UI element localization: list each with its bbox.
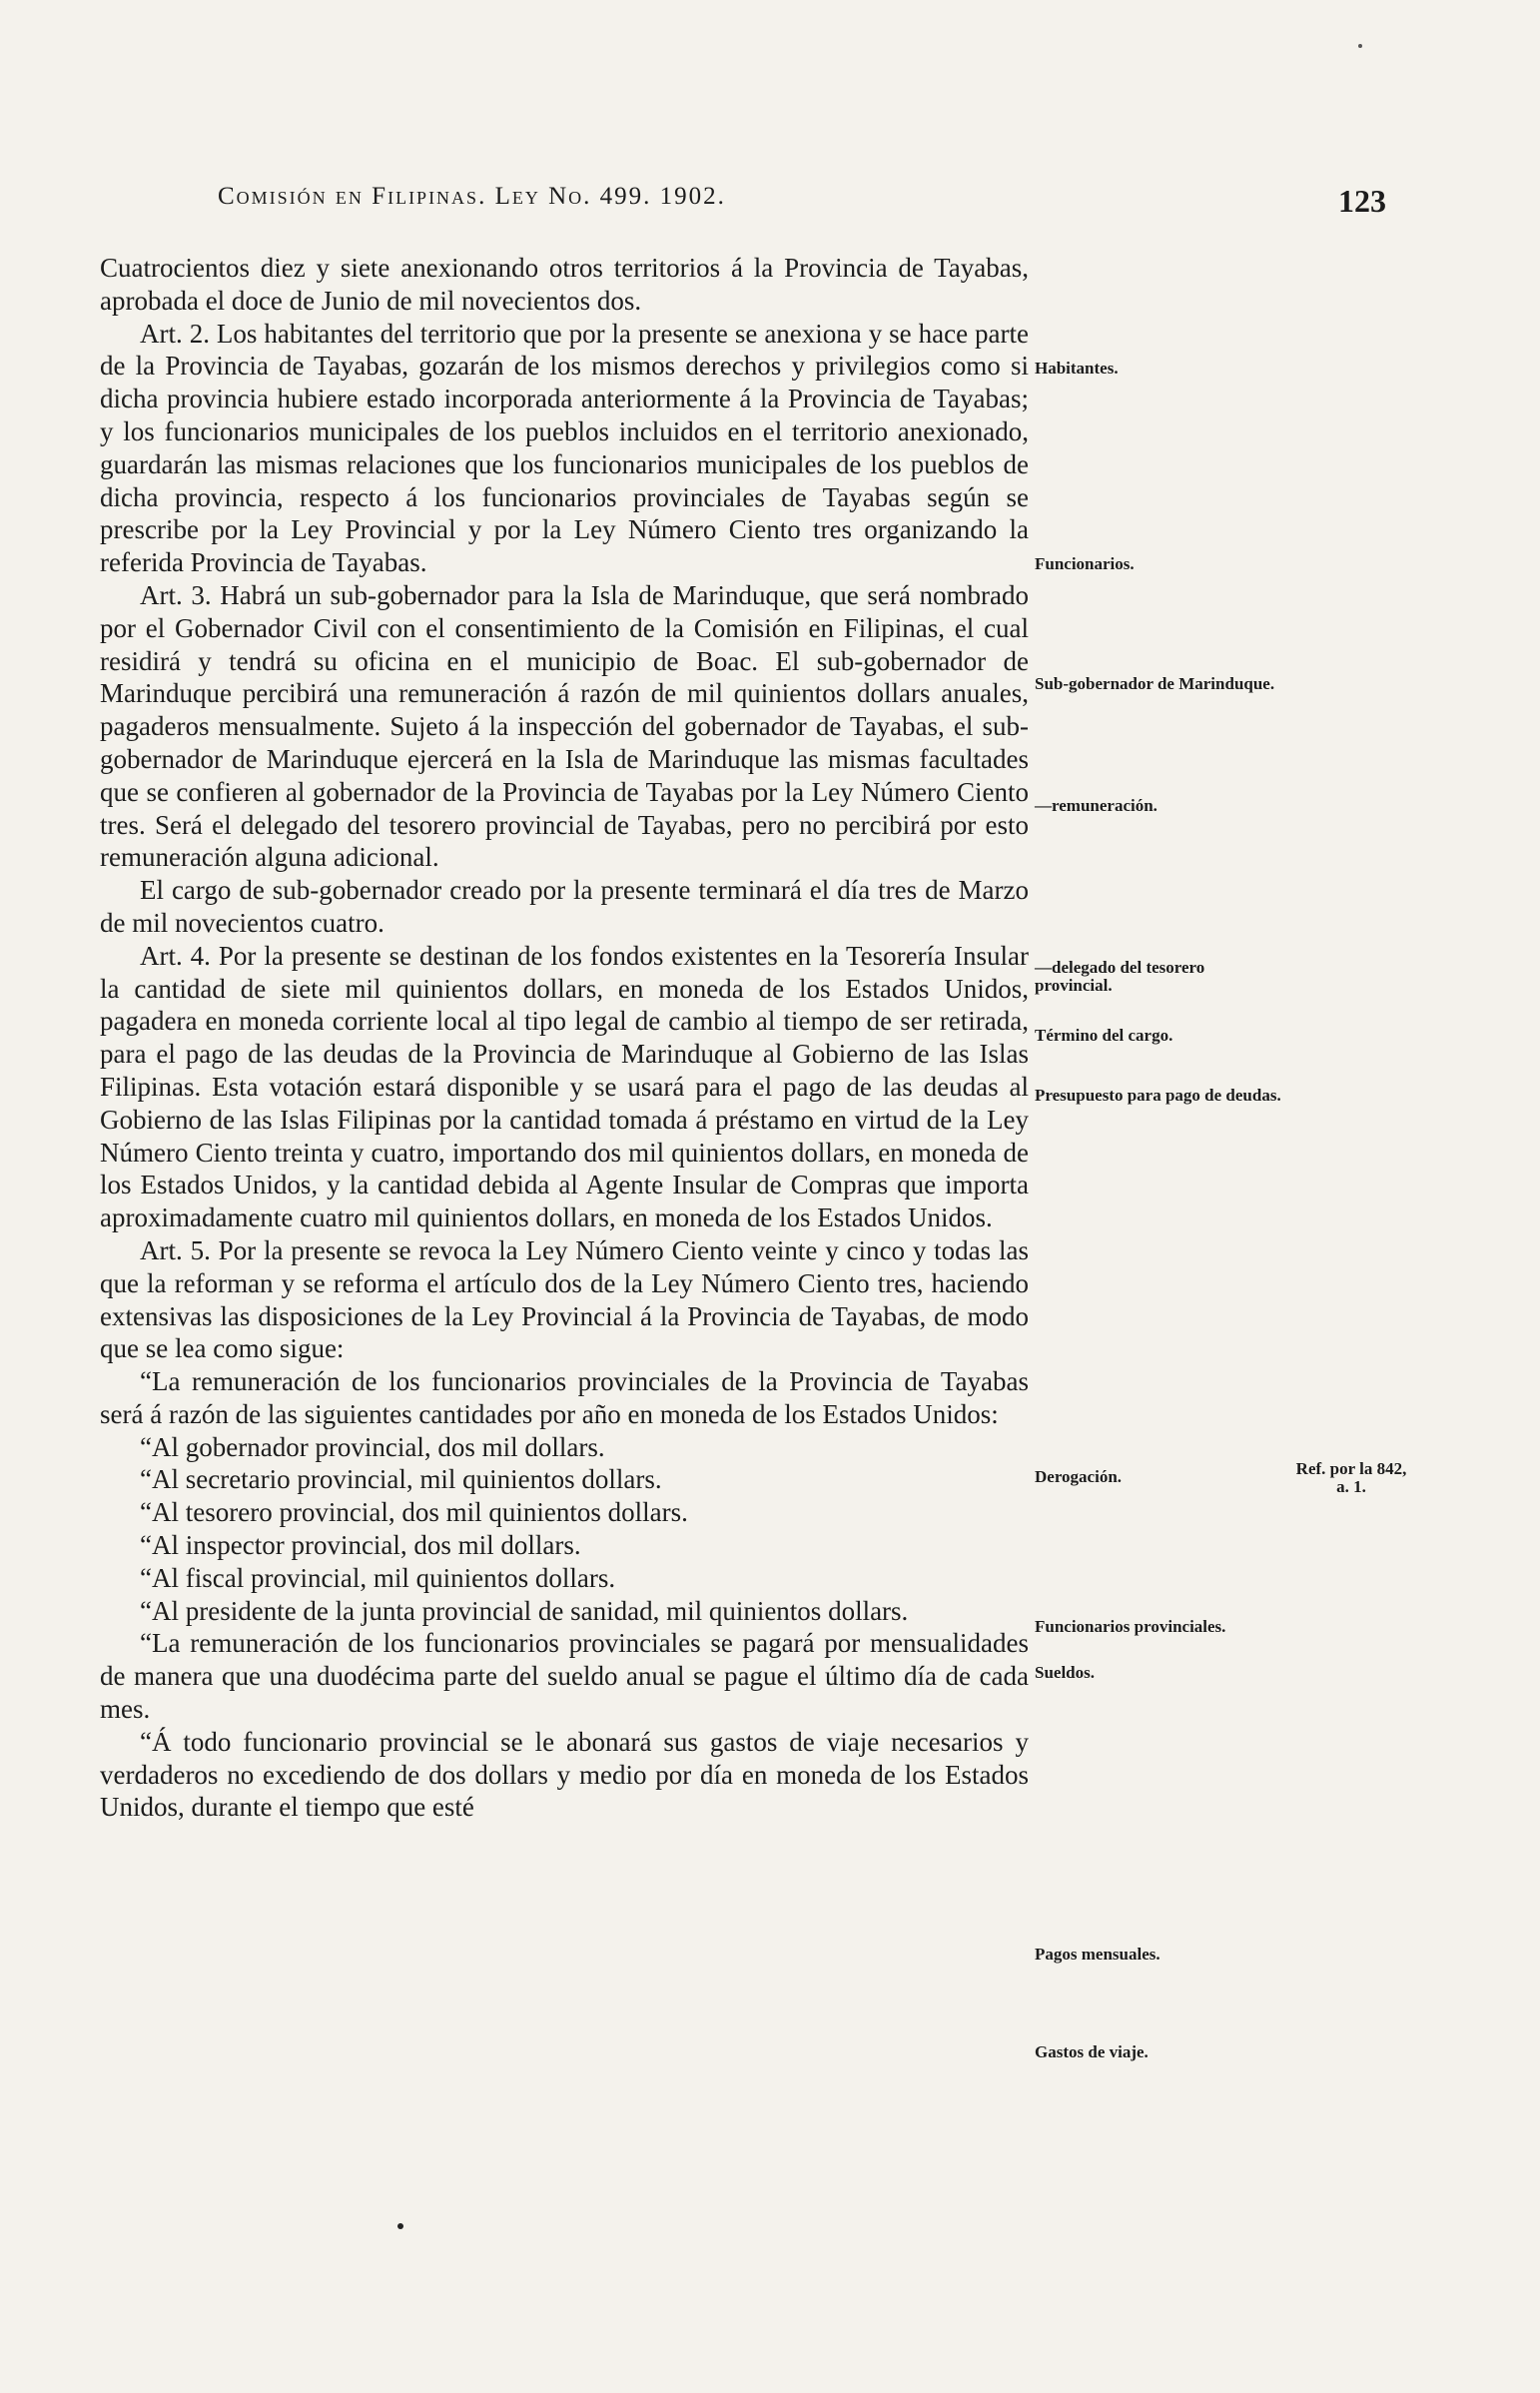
paragraph: El cargo de sub-gobernador creado por la presente terminará el día tres de Marzo de mil novecientos cuatro. <box>100 875 1029 938</box>
ink-mark <box>397 2223 403 2229</box>
speck-mark <box>1358 44 1362 48</box>
margin-note: Sueldos. <box>1035 1663 1095 1682</box>
margin-note: Término del cargo. <box>1035 1026 1173 1045</box>
margin-note: Derogación. <box>1035 1467 1123 1486</box>
salary-line: “Al inspector provincial, dos mil dollars. <box>140 1530 581 1561</box>
paragraph: “La remuneración de los funcionarios provinciales de la Provincia de Tayabas será á razón de las siguientes cantidades por año en moneda de los Estados Unidos: <box>100 1366 1029 1429</box>
paragraph: “La remuneración de los funcionarios provinciales se pagará por mensualidades de manera que una duodécima parte del sueldo anual se pague el último día de cada mes. <box>100 1628 1029 1725</box>
salary-line: “Al secretario provincial, mil quinientos dollars. <box>140 1464 662 1495</box>
margin-note: Gastos de viaje. <box>1035 2042 1149 2061</box>
body-text <box>100 252 1029 1824</box>
reference-note: Ref. por la 842, a. 1. <box>1295 1459 1407 1496</box>
paragraph-art-2: Art. 2. Los habitantes del territorio que por la presente se anexiona y se hace parte de la Provincia de Tayabas, gozarán de los mismos derechos y privilegios como si dicha provincia hubiere estado incorporada anteriormente á la Provincia de Tayabas; y los funcionarios municipales de los pueblos incluidos en el territorio anexionado, guardarán las mismas relaciones que los funcionarios municipales de los pueblos de dicha provincia, respecto á los funcionarios provinciales de Tayabas según se prescribe por la Ley Provincial y por la Ley Número Ciento tres organizando la referida Provincia de Tayabas. <box>100 318 1029 578</box>
salary-line: “Al tesorero provincial, dos mil quinientos dollars. <box>140 1497 688 1528</box>
margin-note: Funcionarios. <box>1035 554 1135 573</box>
paragraph: “Á todo funcionario provincial se le abonará sus gastos de viaje necesarios y verdaderos no excediendo de dos dollars y medio por día en moneda de los Estados Unidos, durante el tiempo que esté <box>100 1726 1029 1823</box>
margin-note: Funcionarios provinciales. <box>1035 1617 1226 1636</box>
salary-line: “Al fiscal provincial, mil quinientos dollars. <box>140 1562 616 1593</box>
page-number: 123 <box>1338 183 1386 219</box>
margin-note: —remuneración. <box>1035 796 1157 815</box>
margin-note: Presupuesto para pago de deudas. <box>1035 1086 1281 1105</box>
running-header-title: Comisión en Filipinas. Ley No. 499. 1902. <box>218 183 726 210</box>
paragraph: Cuatrocientos diez y siete anexionando otros territorios á la Provincia de Tayabas, aprobada el doce de Junio de mil novecientos dos. <box>100 253 1029 316</box>
paragraph-art-5: Art. 5. Por la presente se revoca la Ley Número Ciento veinte y cinco y todas las que la reforman y se reforma el artículo dos de la Ley Número Ciento tres, haciendo extensivas las disposiciones de la Ley Provincial á la Provincia de Tayabas, de modo que se lea como sigue: <box>100 1234 1029 1364</box>
page-header <box>218 183 1386 223</box>
margin-note: Sub-gobernador de Marinduque. <box>1035 674 1275 693</box>
salary-line: “Al gobernador provincial, dos mil dollars. <box>140 1431 605 1462</box>
margin-note: —delegado del tesorero provincial. <box>1035 958 1205 995</box>
salary-line: “Al presidente de la junta provincial de sanidad, mil quinientos dollars. <box>140 1595 909 1626</box>
margin-note: Pagos mensuales. <box>1035 1945 1160 1964</box>
margin-note: Habitantes. <box>1035 359 1119 378</box>
paragraph-art-4: Art. 4. Por la presente se destinan de los fondos existentes en la Tesorería Insular la cantidad de siete mil quinientos dollars, en moneda de los Estados Unidos, pagadera en moneda corriente local al tipo legal de cambio al tiempo de ser retirada, para el pago de las deudas de la Provincia de Marinduque al Gobierno de las Islas Filipinas. Esta votación estará disponible y se usará para el pago de las deudas al Gobierno de las Islas Filipinas por la cantidad tomada á préstamo en virtud de la Ley Número Ciento treinta y cuatro, importando dos mil quinientos dollars, en moneda de los Estados Unidos, y la cantidad debida al Agente Insular de Compras que importa aproximadamente cuatro mil quinientos dollars, en moneda de los Estados Unidos. <box>100 940 1029 1233</box>
paragraph-art-3: Art. 3. Habrá un sub-gobernador para la Isla de Marinduque, que será nombrado por el Gobernador Civil con el consentimiento de la Comisión en Filipinas, el cual residirá y tendrá su oficina en el municipio de Boac. El sub-gobernador de Marinduque percibirá una remuneración á razón de mil quinientos dollars anuales, pagaderos mensualmente. Sujeto á la inspección del gobernador de Tayabas, el sub-gobernador de Marinduque ejercerá en la Isla de Marinduque las mismas facultades que se confieren al gobernador de la Provincia de Tayabas por la Ley Número Ciento tres. Será el delegado del tesorero provincial de Tayabas, pero no percibirá por esto remuneración alguna adicional. <box>100 579 1029 873</box>
